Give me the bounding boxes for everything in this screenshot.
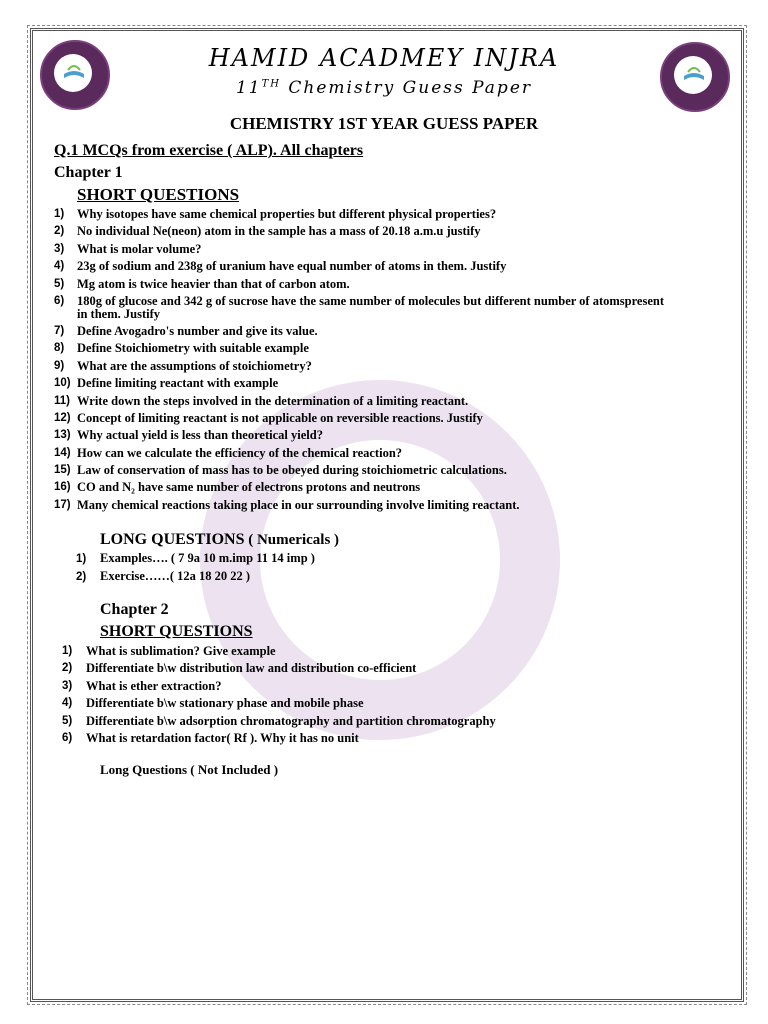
- chapter2-short-heading: SHORT QUESTIONS: [100, 623, 253, 640]
- chapter2-heading: Chapter 2: [100, 601, 169, 618]
- chapter2-long-note: Long Questions ( Not Included ): [100, 762, 279, 777]
- chapter1-heading: Chapter 1: [54, 164, 123, 181]
- q1-heading: Q.1 MCQs from exercise ( ALP). All chapters: [54, 142, 364, 159]
- book-icon: [682, 62, 706, 84]
- list-item: 2) Exercise……( 12a 18 20 22 ): [76, 569, 251, 583]
- chapter1-long-heading: LONG QUESTIONS ( Numericals ): [100, 531, 340, 548]
- academy-name: HAMID ACADMEY INJRA: [208, 44, 560, 72]
- book-icon: [62, 60, 86, 82]
- page-border: [30, 28, 744, 1002]
- paper-subtitle: 11TH Chemistry Guess Paper: [235, 78, 533, 98]
- chapter1-short-heading: SHORT QUESTIONS: [77, 185, 240, 204]
- list-item: 1) Examples…. ( 7 9a 10 m.imp 11 14 imp ): [76, 551, 315, 565]
- page-title: CHEMISTRY 1ST YEAR GUESS PAPER: [229, 114, 539, 133]
